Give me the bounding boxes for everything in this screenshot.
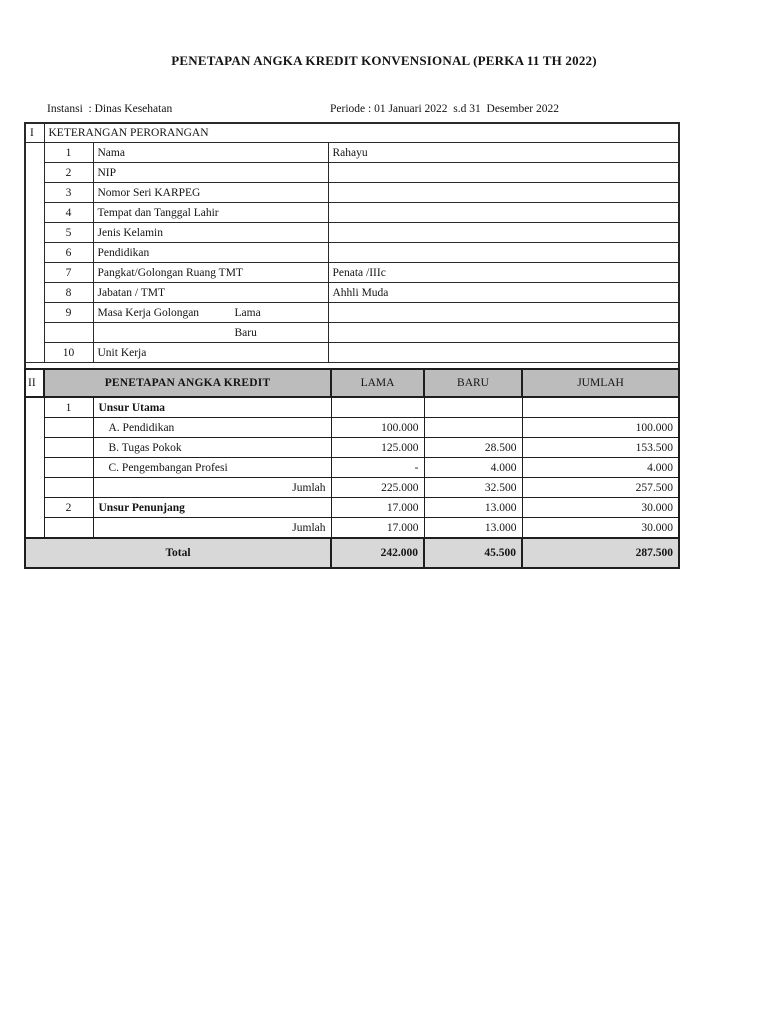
table-row [25,163,679,183]
total-lama: 242.000 [331,538,424,568]
row-label: Unit Kerja [93,343,328,363]
section2-title: PENETAPAN ANGKA KREDIT [44,369,331,397]
cell-lama [331,397,424,418]
row-label: Unsur Utama [93,397,331,418]
row-value [328,203,679,223]
row-value [328,343,679,363]
subtotal-row [25,478,679,498]
cell-jumlah: 30.000 [522,498,679,518]
cell-jumlah: 100.000 [522,418,679,438]
cell-jumlah: 4.000 [522,458,679,478]
cell-lama: 225.000 [331,478,424,498]
periode-label: Periode : 01 Januari 2022 s.d 31 Desember 2022 [330,103,560,115]
table-row [25,183,679,203]
row-label [93,323,328,343]
row-value: Rahayu [328,143,679,163]
row-label: Nama [93,143,328,163]
row-value: Ahhli Muda [328,283,679,303]
section2-header-row [25,369,679,397]
table-row [25,397,679,418]
row-label: Jenis Kelamin [93,223,328,243]
row-sublabel: Baru [234,326,257,339]
table-row [25,303,679,323]
row-number [44,478,93,498]
section2-roman: II [25,369,44,397]
cell-lama: 17.000 [331,498,424,518]
cell-lama: - [331,458,424,478]
section1-header-row [25,123,679,143]
row-number: 8 [44,283,93,303]
row-number: 1 [44,143,93,163]
row-number: 1 [44,397,93,418]
row-number: 6 [44,243,93,263]
row-value [328,303,679,323]
row-label: B. Tugas Pokok [93,438,331,458]
column-header-jumlah: JUMLAH [522,369,679,397]
total-baru: 45.500 [424,538,522,568]
table-row [25,223,679,243]
row-label [93,303,328,323]
row-label: Unsur Penunjang [93,498,331,518]
table-row [25,458,679,478]
cell-baru [424,418,522,438]
table-row [25,498,679,518]
row-number [44,518,93,539]
total-label: Total [25,538,331,568]
section2-left-strip [25,397,44,538]
row-number: 3 [44,183,93,203]
cell-jumlah [522,397,679,418]
row-label: A. Pendidikan [93,418,331,438]
cell-baru: 4.000 [424,458,522,478]
subtotal-row [25,518,679,539]
row-label: NIP [93,163,328,183]
total-row [25,538,679,568]
document-title: PENETAPAN ANGKA KREDIT KONVENSIONAL (PERKA 11 TH 2022) [171,53,597,68]
row-number [44,323,93,343]
cell-baru: 28.500 [424,438,522,458]
row-number: 4 [44,203,93,223]
row-value [328,243,679,263]
cell-baru: 32.500 [424,478,522,498]
section1-roman: I [25,123,44,143]
row-label: Jumlah [93,478,331,498]
row-label: Pangkat/Golongan Ruang TMT [93,263,328,283]
row-value [328,163,679,183]
table-row [25,323,679,343]
row-value [328,183,679,203]
cell-lama: 125.000 [331,438,424,458]
cell-baru: 13.000 [424,518,522,539]
keterangan-perorangan-table [24,122,680,378]
section1-title: KETERANGAN PERORANGAN [44,123,679,143]
table-row [25,143,679,163]
cell-jumlah: 30.000 [522,518,679,539]
row-value [328,223,679,243]
row-label: Jabatan / TMT [93,283,328,303]
row-label: Nomor Seri KARPEG [93,183,328,203]
row-label: Tempat dan Tanggal Lahir [93,203,328,223]
table-row [25,438,679,458]
table-row [25,203,679,223]
row-number [44,418,93,438]
row-number [44,438,93,458]
row-number [44,458,93,478]
cell-baru [424,397,522,418]
total-jumlah: 287.500 [522,538,679,568]
row-value: Penata /IIIc [328,263,679,283]
row-sublabel: Lama [234,306,261,319]
cell-baru: 13.000 [424,498,522,518]
row-number: 7 [44,263,93,283]
row-number: 9 [44,303,93,323]
row-number: 2 [44,498,93,518]
table-row [25,283,679,303]
section1-left-strip [25,143,44,363]
cell-lama: 17.000 [331,518,424,539]
cell-jumlah: 257.500 [522,478,679,498]
column-header-lama: LAMA [331,369,424,397]
table-row [25,243,679,263]
instansi-label: Instansi : Dinas Kesehatan [47,103,173,115]
row-label-main: Masa Kerja Golongan [97,306,200,319]
table-row [25,263,679,283]
table-row [25,418,679,438]
row-label: Pendidikan [93,243,328,263]
column-header-baru: BARU [424,369,522,397]
cell-lama: 100.000 [331,418,424,438]
row-label: Jumlah [93,518,331,539]
row-number: 2 [44,163,93,183]
cell-jumlah: 153.500 [522,438,679,458]
row-label: C. Pengembangan Profesi [93,458,331,478]
row-number: 10 [44,343,93,363]
row-value [328,323,679,343]
table-row [25,343,679,363]
row-number: 5 [44,223,93,243]
penetapan-angka-kredit-table [24,368,680,569]
